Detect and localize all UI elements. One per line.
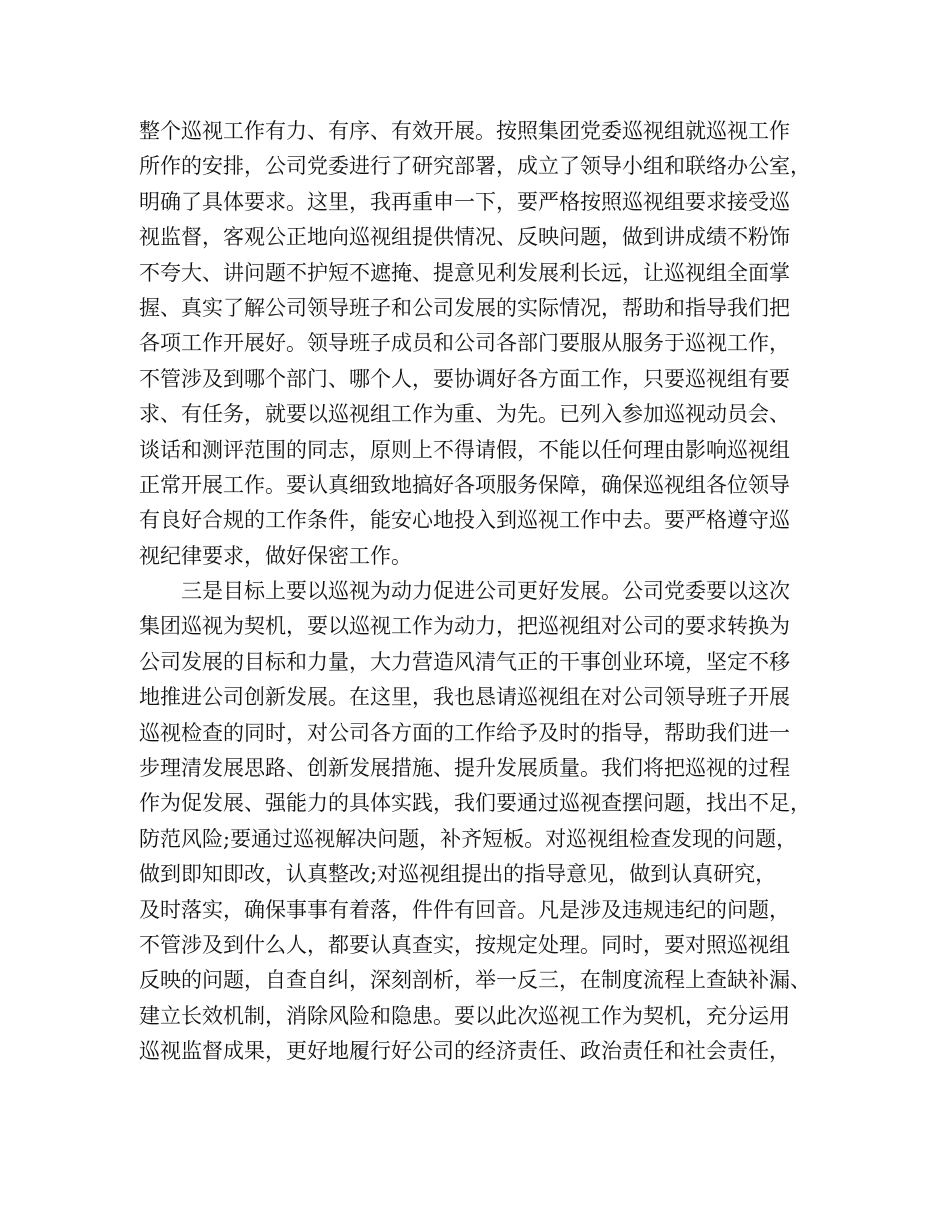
text-line: 反映的问题，自查自纠，深刻剖析，举一反三，在制度流程上查缺补漏、 (139, 968, 811, 993)
paragraph-first-line: 三是目标上要以巡视为动力促进公司更好发展。公司党委要以这次 (181, 579, 790, 604)
text-line: 步理清发展思路、创新发展措施、提升发展质量。我们将把巡视的过程 (139, 756, 790, 781)
text-line: 巡视监督成果，更好地履行好公司的经济责任、政治责任和社会责任， (139, 1039, 790, 1064)
text-line: 视纪律要求，做好保密工作。 (139, 543, 412, 568)
text-line: 握、真实了解公司领导班子和公司发展的实际情况，帮助和指导我们把 (139, 295, 790, 320)
text-line: 巡视检查的同时，对公司各方面的工作给予及时的指导，帮助我们进一 (139, 720, 790, 745)
text-line: 各项工作开展好。领导班子成员和公司各部门要服从服务于巡视工作， (139, 331, 790, 356)
text-line: 所作的安排，公司党委进行了研究部署，成立了领导小组和联络办公室， (139, 154, 811, 179)
text-line: 公司发展的目标和力量，大力营造风清气正的干事创业环境，坚定不移 (139, 649, 790, 674)
text-line: 整个巡视工作有力、有序、有效开展。按照集团党委巡视组就巡视工作 (139, 119, 790, 143)
text-line: 正常开展工作。要认真细致地搞好各项服务保障，确保巡视组各位领导 (139, 472, 790, 497)
text-line: 谈话和测评范围的同志，原则上不得请假，不能以任何理由影响巡视组 (139, 437, 790, 462)
text-line: 不管涉及到哪个部门、哪个人，要协调好各方面工作，只要巡视组有要 (139, 366, 790, 391)
text-line: 视监督，客观公正地向巡视组提供情况、反映问题，做到讲成绩不粉饰 (139, 225, 790, 250)
text-line: 及时落实，确保事事有着落，件件有回音。凡是涉及违规违纪的问题， (139, 897, 790, 922)
text-line: 求、有任务，就要以巡视组工作为重、为先。已列入参加巡视动员会、 (139, 402, 790, 427)
text-line: 集团巡视为契机，要以巡视工作为动力，把巡视组对公司的要求转换为 (139, 614, 790, 639)
text-line: 不夸大、讲问题不护短不遮掩、提意见利发展利长远，让巡视组全面掌 (139, 260, 790, 285)
text-line: 地推进公司创新发展。在这里，我也恳请巡视组在对公司领导班子开展 (139, 685, 790, 710)
text-line: 不管涉及到什么人，都要认真查实，按规定处理。同时，要对照巡视组 (139, 932, 790, 957)
document-body (139, 114, 829, 1070)
text-line: 明确了具体要求。这里，我再重申一下，要严格按照巡视组要求接受巡 (139, 189, 790, 214)
text-line: 防范风险;要通过巡视解决问题，补齐短板。对巡视组检查发现的问题， (139, 826, 798, 851)
text-line: 有良好合规的工作条件，能安心地投入到巡视工作中去。要严格遵守巡 (139, 508, 790, 533)
text-line: 做到即知即改，认真整改;对巡视组提出的指导意见，做到认真研究， (139, 862, 777, 887)
text-line: 建立长效机制，消除风险和隐患。要以此次巡视工作为契机，充分运用 (139, 1003, 790, 1028)
text-line: 作为促发展、强能力的具体实践，我们要通过巡视查摆问题，找出不足， (139, 791, 811, 816)
